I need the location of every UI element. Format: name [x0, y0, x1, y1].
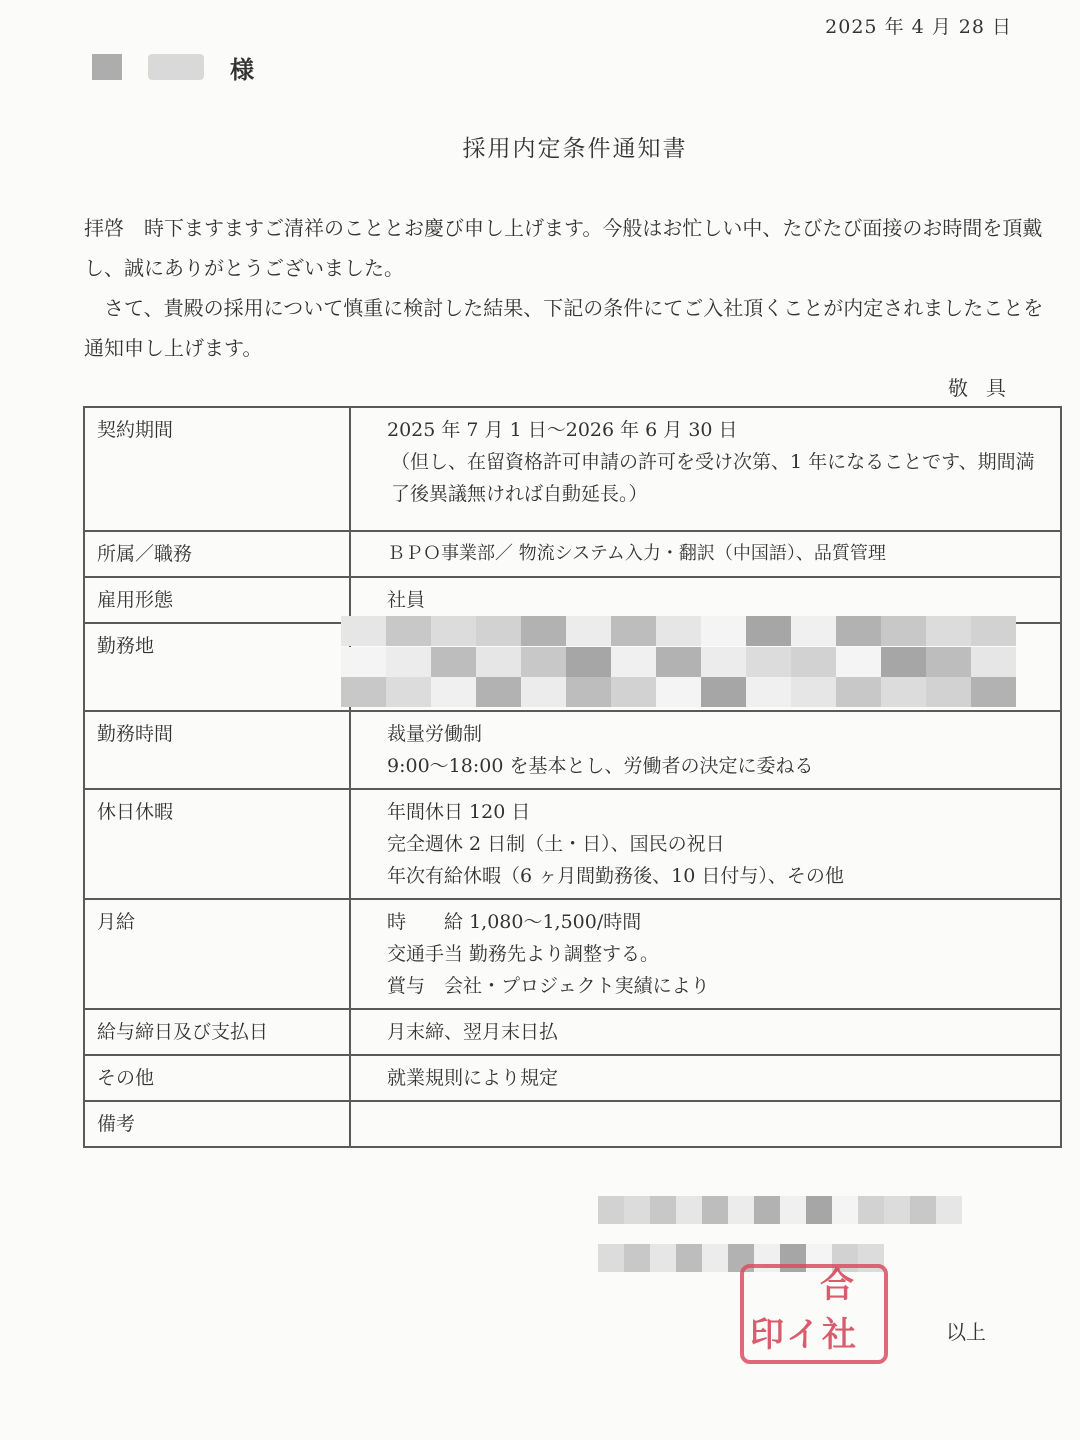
row-label: 給与締日及び支払日	[84, 1009, 350, 1055]
intro-paragraph-2: さて、貴殿の採用について慎重に検討した結果、下記の条件にてご入社頂くことが内定されましたことを通知申し上げます。	[84, 296, 1044, 360]
mosaic-tile	[386, 616, 431, 646]
mosaic-tile	[881, 647, 926, 677]
holidays-annual: 年間休日 120 日	[387, 801, 531, 823]
mosaic-tile	[476, 616, 521, 646]
row-label: 契約期間	[84, 407, 350, 531]
row-value: 就業規則により規定	[350, 1055, 1061, 1101]
table-row	[84, 623, 1061, 711]
salary-transport: 交通手当 勤務先より調整する。	[387, 943, 660, 965]
mosaic-tile	[910, 1196, 936, 1224]
document-title: 採用内定条件通知書	[462, 136, 688, 162]
salary-bonus: 賞与 会社・プロジェクト実績により	[387, 975, 710, 997]
row-label: 雇用形態	[84, 577, 350, 623]
closing-keigu: 敬具	[948, 376, 1024, 400]
row-value	[350, 711, 1061, 789]
row-label: 月給	[84, 899, 350, 1009]
mosaic-tile	[836, 616, 881, 646]
mosaic-tile	[676, 1244, 702, 1272]
holidays-paid-leave: 年次有給休暇（6 ヶ月間勤務後、10 日付与）、その他	[387, 865, 844, 887]
redacted-surname	[92, 54, 122, 80]
mosaic-tile	[386, 677, 431, 707]
address-mosaic	[341, 616, 1021, 708]
mosaic-tile	[791, 647, 836, 677]
mosaic-tile	[521, 616, 566, 646]
salary-hourly-label: 時 給	[387, 911, 464, 933]
mosaic-tile	[881, 677, 926, 707]
redacted-company-name	[598, 1196, 962, 1224]
table-row	[84, 899, 1061, 1009]
mosaic-tile	[971, 616, 1016, 646]
table-row	[84, 711, 1061, 789]
mosaic-tile	[431, 677, 476, 707]
mosaic-tile	[566, 677, 611, 707]
mosaic-tile	[936, 1196, 962, 1224]
mosaic-tile	[806, 1196, 832, 1224]
issue-date: 2025 年 4 月 28 日	[825, 16, 1012, 38]
mosaic-tile	[926, 616, 971, 646]
mosaic-tile	[598, 1196, 624, 1224]
mosaic-tile	[701, 647, 746, 677]
mosaic-tile	[341, 677, 386, 707]
mosaic-tile	[598, 1244, 624, 1272]
mosaic-tile	[832, 1196, 858, 1224]
mosaic-tile	[521, 647, 566, 677]
mosaic-tile	[780, 1196, 806, 1224]
mosaic-tile	[650, 1196, 676, 1224]
company-seal	[740, 1264, 888, 1364]
mosaic-tile	[926, 677, 971, 707]
row-label: 休日休暇	[84, 789, 350, 899]
mosaic-tile	[746, 616, 791, 646]
mosaic-tile	[728, 1196, 754, 1224]
mosaic-tile	[858, 1196, 884, 1224]
mosaic-tile	[611, 616, 656, 646]
mosaic-tile	[881, 616, 926, 646]
table-row	[84, 531, 1061, 577]
row-value	[350, 899, 1061, 1009]
mosaic-tile	[431, 647, 476, 677]
row-label: その他	[84, 1055, 350, 1101]
row-value	[350, 1101, 1061, 1147]
mosaic-tile	[746, 677, 791, 707]
table-row	[84, 789, 1061, 899]
mosaic-tile	[746, 647, 791, 677]
closing-ijou: 以上	[946, 1320, 986, 1344]
table-row	[84, 1101, 1061, 1147]
mosaic-tile	[702, 1244, 728, 1272]
mosaic-tile	[624, 1196, 650, 1224]
mosaic-tile	[754, 1196, 780, 1224]
mosaic-tile	[566, 616, 611, 646]
mosaic-tile	[836, 677, 881, 707]
row-value	[350, 789, 1061, 899]
table-row	[84, 1055, 1061, 1101]
mosaic-tile	[611, 677, 656, 707]
row-label: 勤務地	[84, 623, 350, 711]
intro-paragraph-1: 拝啓 時下ますますご清祥のこととお慶び申し上げます。今般はお忙しい中、たびたび面接のお時間を頂戴し、誠にありがとうございました。	[84, 216, 1043, 280]
row-label: 備考	[84, 1101, 350, 1147]
mosaic-tile	[611, 647, 656, 677]
row-value: 社員	[350, 577, 1061, 623]
mosaic-tile	[476, 647, 521, 677]
redacted-address	[387, 630, 1048, 704]
mosaic-tile	[341, 616, 386, 646]
mosaic-tile	[791, 677, 836, 707]
mosaic-tile	[566, 647, 611, 677]
mosaic-tile	[971, 647, 1016, 677]
mosaic-tile	[884, 1196, 910, 1224]
working-hours-system: 裁量労働制	[387, 723, 483, 745]
mosaic-tile	[676, 1196, 702, 1224]
seal-text: 印イ社	[750, 1315, 858, 1355]
addressee	[92, 52, 254, 82]
mosaic-tile	[431, 616, 476, 646]
row-value: 月末締、翌月末日払	[350, 1009, 1061, 1055]
mosaic-tile	[701, 616, 746, 646]
honorific: 様	[230, 55, 254, 84]
salary-hourly-value: 1,080～1,500/時間	[469, 911, 642, 933]
mosaic-tile	[386, 647, 431, 677]
working-hours-detail: 9:00～18:00 を基本とし、労働者の決定に委ねる	[387, 755, 814, 777]
mosaic-tile	[836, 647, 881, 677]
mosaic-tile	[650, 1244, 676, 1272]
intro-text	[84, 208, 1044, 368]
holidays-weekly: 完全週休 2 日制（土・日）、国民の祝日	[387, 833, 725, 855]
mosaic-tile	[521, 677, 566, 707]
mosaic-tile	[971, 677, 1016, 707]
mosaic-tile	[476, 677, 521, 707]
redacted-given-name	[148, 54, 204, 80]
row-label: 所属／職務	[84, 531, 350, 577]
row-value: ＢＰＯ事業部／ 物流システム入力・翻訳（中国語）、品質管理	[350, 531, 1061, 577]
seal-text-top: 合	[820, 1266, 854, 1306]
mosaic-tile	[341, 647, 386, 677]
mosaic-tile	[624, 1244, 650, 1272]
row-label: 勤務時間	[84, 711, 350, 789]
mosaic-tile	[791, 616, 836, 646]
table-row	[84, 407, 1061, 531]
mosaic-tile	[926, 647, 971, 677]
salary-hourly	[387, 906, 1048, 938]
table-row	[84, 1009, 1061, 1055]
mosaic-tile	[702, 1196, 728, 1224]
row-value	[350, 623, 1061, 711]
row-value	[350, 407, 1061, 531]
terms-table	[83, 406, 1062, 1148]
contract-period-dates: 2025 年 7 月 1 日～2026 年 6 月 30 日	[387, 419, 738, 441]
mosaic-tile	[656, 677, 701, 707]
mosaic-tile	[656, 647, 701, 677]
contract-period-note: （但し、在留資格許可申請の許可を受け次第、1 年になることです、期間満了後異議無ければ自動延長。）	[391, 451, 1035, 505]
mosaic-tile	[701, 677, 746, 707]
mosaic-tile	[656, 616, 701, 646]
